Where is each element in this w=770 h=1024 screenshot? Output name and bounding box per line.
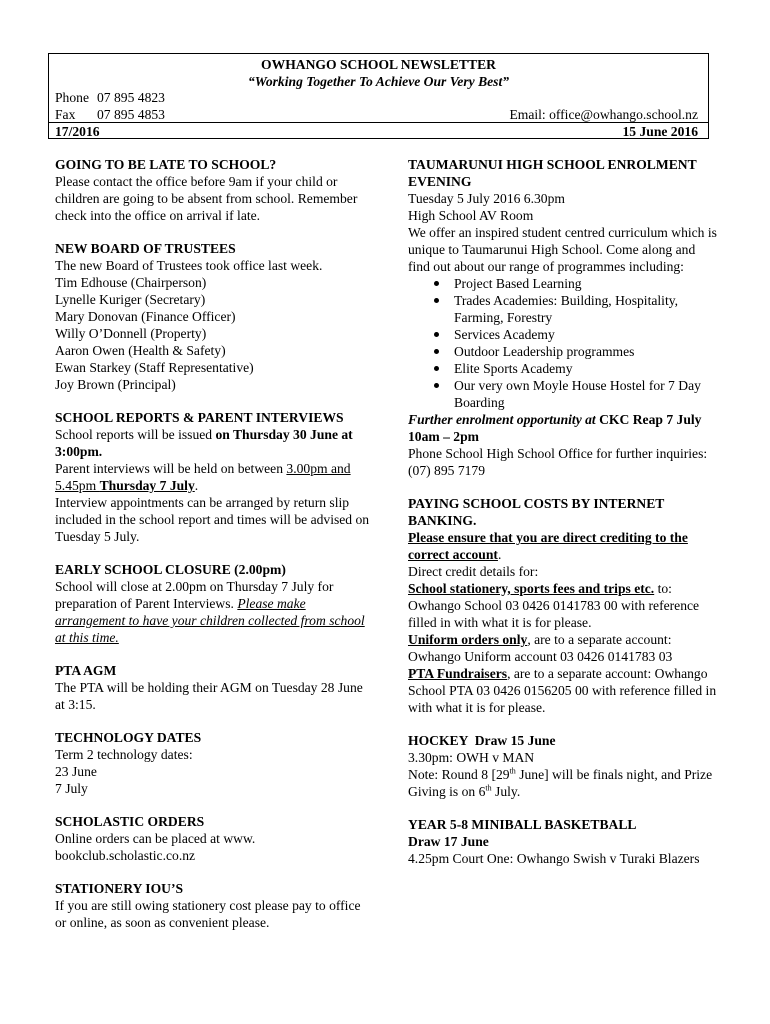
programme-item: Services Academy (454, 326, 720, 343)
phone-number: 07 895 4823 (97, 90, 165, 105)
hockey-section (408, 732, 720, 800)
reports-issue-text (55, 426, 373, 460)
reports-issue-lead: School reports will be issued (55, 427, 216, 442)
enrolment-heading: TAUMARUNUI HIGH SCHOOL ENROLMENT EVENING (408, 157, 697, 189)
enrolment-line: We offer an inspired student centred curriculum which is unique to Taumarunui High School. Come along and find out about our range of programmes including: (408, 225, 717, 274)
programme-item: Project Based Learning (454, 275, 720, 292)
hockey-note-c: July. (491, 784, 521, 799)
ensure-note: Please ensure that you are direct crediting to the correct account (408, 530, 688, 562)
miniball-heading: YEAR 5-8 MINIBALL BASKETBALL (408, 817, 637, 832)
fax-number: 07 895 4853 (97, 107, 165, 122)
uniform-account-label: Uniform orders only (408, 632, 528, 647)
reports-issue-date: on Thursday 30 June at 3:00pm. (55, 427, 353, 459)
board-member: Lynelle Kuriger (Secretary) (55, 292, 206, 307)
pta-section (55, 662, 373, 713)
closure-lead: School will close at 2.00pm on Thursday 7 July for preparation of Parent Interviews. (55, 579, 334, 611)
programme-item: Elite Sports Academy (454, 360, 720, 377)
hockey-note-a: Note: Round 8 [29 (408, 767, 510, 782)
pta-account-text: , are to a separate account: Owhango School PTA 03 0426 0156205 00 with reference filled in with what it is for please. (408, 666, 717, 715)
phone-label: Phone (55, 90, 89, 105)
hockey-note-b: June] will be finals night, and Prize Giving is on 6 (408, 767, 713, 799)
right-column (408, 156, 720, 883)
interviews-time: 3.00pm and 5.45pm (55, 461, 351, 493)
left-column (55, 156, 373, 947)
closure-section (55, 561, 373, 646)
issue-number: 17/2016 (55, 124, 100, 139)
stationery-section (55, 880, 373, 931)
stationery-body: If you are still owing stationery cost please pay to office or online, as soon as convenient please. (55, 898, 361, 930)
newsletter-title: OWHANGO SCHOOL NEWSLETTER (261, 57, 496, 72)
pta-heading: PTA AGM (55, 663, 117, 678)
phone-line (55, 89, 165, 106)
newsletter-header (48, 53, 709, 139)
uniform-account-text: , are to a separate account: Owhango Uniform account 03 0426 0141783 03 (408, 632, 673, 664)
school-motto: “Working Together To Achieve Our Very Best” (247, 74, 510, 89)
further-enrolment (408, 411, 720, 445)
late-section (55, 156, 373, 224)
late-body: Please contact the office before 9am if your child or children are going to be absent from school. Remember check into the office on arrival if late. (55, 174, 358, 223)
board-member: Aaron Owen (Health & Safety) (55, 343, 226, 358)
board-section (55, 240, 373, 393)
closure-heading: EARLY SCHOOL CLOSURE (2.00pm) (55, 562, 286, 577)
hockey-note (408, 766, 720, 800)
tech-line: 7 July (55, 781, 88, 796)
board-member: Tim Edhouse (Chairperson) (55, 275, 207, 290)
stationery-account-label: School stationery, sports fees and trips etc. (408, 581, 655, 596)
uniform-account (408, 631, 720, 665)
ensure-end: . (497, 547, 502, 562)
board-member: Willy O’Donnell (Property) (55, 326, 207, 341)
closure-note: Please make arrangement to have your children collected from school at this time. (55, 596, 365, 645)
board-member: Ewan Starkey (Staff Representative) (55, 360, 254, 375)
hockey-line: 3.30pm: OWH v MAN (408, 750, 535, 765)
miniball-section (408, 816, 720, 867)
pta-account-label: PTA Fundraisers (408, 666, 508, 681)
costs-ensure (408, 529, 720, 563)
scholastic-section (55, 813, 373, 864)
board-member: Mary Donovan (Finance Officer) (55, 309, 236, 324)
interviews-end: . (194, 478, 199, 493)
enrolment-line: Tuesday 5 July 2016 6.30pm (408, 191, 565, 206)
late-heading: GOING TO BE LATE TO SCHOOL? (55, 157, 277, 172)
stationery-account-text: to: Owhango School 03 0426 0141783 00 with reference filled in with what it is for please. (408, 581, 700, 630)
stationery-heading: STATIONERY IOU’S (55, 881, 184, 896)
fax-line (55, 106, 165, 123)
tech-line: Term 2 technology dates: (55, 747, 193, 762)
board-member: Joy Brown (Principal) (55, 377, 176, 392)
costs-heading: PAYING SCHOOL COSTS BY INTERNET BANKING. (408, 496, 665, 528)
hockey-note-sup2: th (485, 783, 492, 793)
appointments-text: Interview appointments can be arranged by return slip included in the school report and times will be advised on Tuesday 5 July. (55, 495, 370, 544)
costs-section (408, 495, 720, 716)
programme-item: Trades Academies: Building, Hospitality, Farming, Forestry (454, 292, 720, 326)
header-divider (49, 122, 708, 123)
further-lead: Further enrolment opportunity at (408, 412, 600, 427)
issue-date: 15 June 2016 (622, 124, 698, 139)
pta-body: The PTA will be holding their AGM on Tuesday 28 June at 3:15. (55, 680, 363, 712)
programme-item: Our very own Moyle House Hostel for 7 Day Boarding (454, 377, 720, 411)
closure-body (55, 578, 373, 646)
costs-details: Direct credit details for: (408, 564, 539, 579)
interviews-date: Thursday 7 July (99, 478, 195, 493)
enrolment-phone: Phone School High School Office for further inquiries: (07) 895 7179 (408, 446, 708, 478)
miniball-body: 4.25pm Court One: Owhango Swish v Turaki Blazers (408, 851, 700, 866)
board-heading: NEW BOARD OF TRUSTEES (55, 241, 236, 256)
scholastic-body: Online orders can be placed at www. bookclub.scholastic.co.nz (55, 831, 256, 863)
programme-item: Outdoor Leadership programmes (454, 343, 720, 360)
further-details: CKC Reap 7 July 10am – 2pm (408, 412, 702, 444)
board-intro: The new Board of Trustees took office last week. (55, 258, 323, 273)
interviews-lead: Parent interviews will be held on between (55, 461, 287, 476)
reports-section (55, 409, 373, 545)
enrolment-section (408, 156, 720, 479)
tech-line: 23 June (55, 764, 97, 779)
email-address: Email: office@owhango.school.nz (509, 107, 698, 122)
programme-list (408, 275, 720, 411)
tech-section (55, 729, 373, 797)
reports-heading: SCHOOL REPORTS & PARENT INTERVIEWS (55, 410, 344, 425)
scholastic-heading: SCHOLASTIC ORDERS (55, 814, 205, 829)
stationery-account (408, 580, 720, 631)
enrolment-line: High School AV Room (408, 208, 534, 223)
hockey-heading: HOCKEY Draw 15 June (408, 733, 556, 748)
interviews-text (55, 460, 373, 494)
pta-account (408, 665, 720, 716)
miniball-draw: Draw 17 June (408, 834, 489, 849)
tech-heading: TECHNOLOGY DATES (55, 730, 202, 745)
hockey-note-sup: th (509, 766, 516, 776)
fax-label: Fax (55, 107, 76, 122)
